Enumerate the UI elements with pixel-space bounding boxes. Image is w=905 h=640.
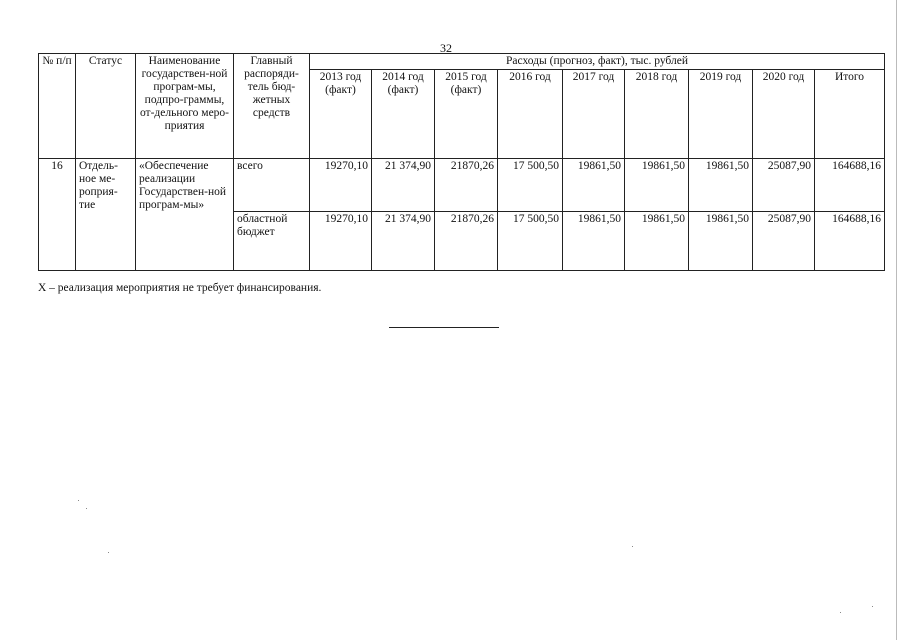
page-number: 32 xyxy=(440,41,452,55)
scan-edge xyxy=(896,0,897,640)
header-status: Статус xyxy=(76,54,136,159)
value-cell: 19270,10 xyxy=(310,159,372,212)
value-cell: 25087,90 xyxy=(753,159,815,212)
value-cell: 19861,50 xyxy=(625,159,689,212)
scan-speck xyxy=(78,500,79,501)
value-cell: 25087,90 xyxy=(753,212,815,271)
value-cell: 17 500,50 xyxy=(498,159,563,212)
row-manager: всего xyxy=(234,159,310,212)
header-year: 2015 год (факт) xyxy=(435,70,498,159)
value-cell: 21 374,90 xyxy=(372,212,435,271)
header-expenses: Расходы (прогноз, факт), тыс. рублей xyxy=(310,54,885,70)
scan-speck xyxy=(872,606,873,607)
end-rule xyxy=(389,327,499,328)
header-year: 2020 год xyxy=(753,70,815,159)
header-year: 2014 год (факт) xyxy=(372,70,435,159)
row-status: Отдель-ное ме-роприя-тие xyxy=(76,159,136,271)
total-cell: 164688,16 xyxy=(815,212,885,271)
value-cell: 19861,50 xyxy=(563,159,625,212)
footnote: Х – реализация мероприятия не требует финансирования. xyxy=(38,282,322,294)
header-num: № п/п xyxy=(39,54,76,159)
value-cell: 19861,50 xyxy=(689,212,753,271)
header-year: 2017 год xyxy=(563,70,625,159)
value-cell: 21 374,90 xyxy=(372,159,435,212)
row-name: «Обеспечение реализации Государствен-ной програм-мы» xyxy=(136,159,234,271)
budget-table xyxy=(38,53,885,271)
header-year: 2019 год xyxy=(689,70,753,159)
value-cell: 19861,50 xyxy=(563,212,625,271)
value-cell: 21870,26 xyxy=(435,212,498,271)
scan-speck xyxy=(86,508,87,509)
table-row xyxy=(39,159,885,212)
header-name: Наименование государствен-ной програм-мы, подпро-граммы, от-дельного меро-приятия xyxy=(136,54,234,159)
header-year: 2013 год (факт) xyxy=(310,70,372,159)
header-manager: Главный распоряди-тель бюд-жетных средств xyxy=(234,54,310,159)
scan-speck xyxy=(840,612,841,613)
value-cell: 19270,10 xyxy=(310,212,372,271)
header-year: 2016 год xyxy=(498,70,563,159)
value-cell: 17 500,50 xyxy=(498,212,563,271)
row-num: 16 xyxy=(39,159,76,271)
scan-speck xyxy=(632,546,633,547)
value-cell: 19861,50 xyxy=(625,212,689,271)
header-total: Итого xyxy=(815,70,885,159)
total-cell: 164688,16 xyxy=(815,159,885,212)
value-cell: 19861,50 xyxy=(689,159,753,212)
scan-speck xyxy=(108,552,109,553)
value-cell: 21870,26 xyxy=(435,159,498,212)
row-manager: областной бюджет xyxy=(234,212,310,271)
header-row xyxy=(39,54,885,70)
header-year: 2018 год xyxy=(625,70,689,159)
